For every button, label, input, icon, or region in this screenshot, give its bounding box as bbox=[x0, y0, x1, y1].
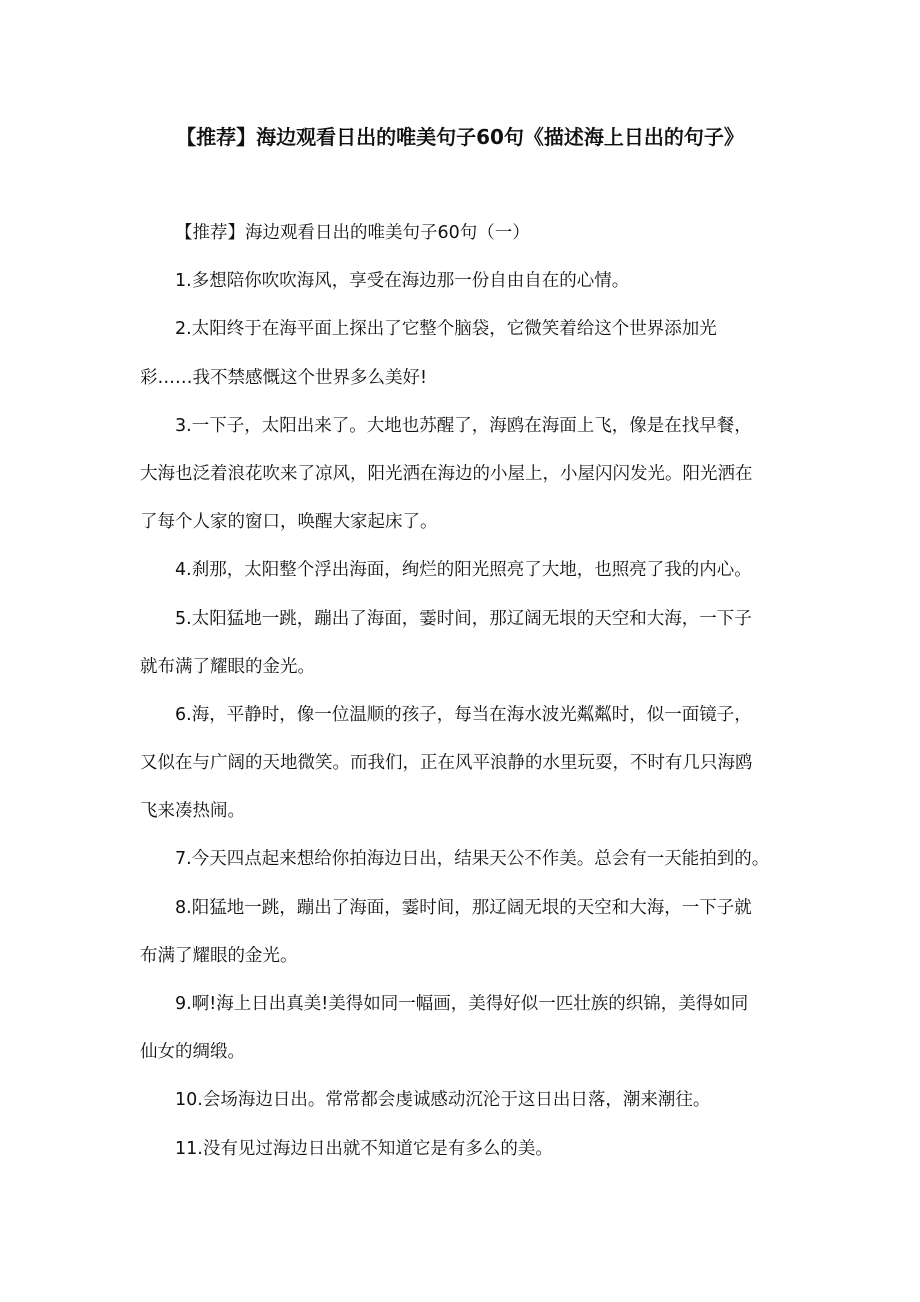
document-body bbox=[140, 218, 790, 1182]
paragraph-line: 1.多想陪你吹吹海风，享受在海边那一份自由自在的心情。 bbox=[175, 271, 630, 292]
paragraph bbox=[140, 1085, 790, 1133]
paragraph-line: 5.太阳猛地一跳，蹦出了海面，霎时间，那辽阔无垠的天空和大海，一下子 bbox=[175, 608, 752, 629]
paragraph bbox=[140, 555, 790, 603]
paragraph bbox=[140, 844, 790, 892]
paragraph bbox=[140, 989, 790, 1085]
paragraph-line: 9.啊!海上日出真美!美得如同一幅画，美得好似一匹壮族的织锦，美得如同 bbox=[175, 994, 749, 1014]
paragraph bbox=[140, 893, 790, 989]
paragraph-line: 2.太阳终于在海平面上探出了它整个脑袋，它微笑着给这个世界添加光 bbox=[175, 319, 717, 340]
paragraph bbox=[140, 314, 790, 410]
paragraph-line: 又似在与广阔的天地微笑。而我们，正在风平浪静的水里玩耍，不时有几只海鸥 bbox=[140, 753, 753, 774]
paragraph-line: 布满了耀眼的金光。 bbox=[140, 945, 298, 966]
paragraph-line: 仙女的绸缎。 bbox=[140, 1042, 245, 1063]
paragraph bbox=[140, 411, 790, 556]
paragraph-line: 大海也泛着浪花吹来了凉风，阳光洒在海边的小屋上，小屋闪闪发光。阳光洒在 bbox=[140, 463, 753, 484]
paragraph-line: 彩……我不禁感慨这个世界多么美好! bbox=[140, 367, 428, 388]
paragraph bbox=[140, 700, 790, 845]
paragraph-line: 4.刹那，太阳整个浮出海面，绚烂的阳光照亮了大地，也照亮了我的内心。 bbox=[175, 560, 752, 581]
document-title: 【推荐】海边观看日出的唯美句子60句《描述海上日出的句子》 bbox=[176, 125, 744, 149]
paragraph-line: 【推荐】海边观看日出的唯美句子60句（一） bbox=[175, 223, 530, 243]
paragraph-line: 飞来凑热闹。 bbox=[140, 801, 245, 822]
paragraph bbox=[140, 604, 790, 700]
paragraph bbox=[140, 1134, 790, 1182]
paragraph bbox=[140, 218, 790, 266]
paragraph-line: 6.海，平静时，像一位温顺的孩子，每当在海水波光粼粼时，似一面镜子， bbox=[175, 704, 752, 725]
paragraph-line: 7.今天四点起来想给你拍海边日出，结果天公不作美。总会有一天能拍到的。 bbox=[175, 849, 770, 870]
paragraph-line: 11.没有见过海边日出就不知道它是有多么的美。 bbox=[175, 1138, 553, 1159]
paragraph-line: 就布满了耀眼的金光。 bbox=[140, 656, 315, 677]
paragraph-line: 10.会场海边日出。常常都会虔诚感动沉沦于这日出日落，潮来潮往。 bbox=[175, 1090, 711, 1111]
paragraph-line: 8.阳猛地一跳，蹦出了海面，霎时间，那辽阔无垠的天空和大海，一下子就 bbox=[175, 897, 752, 918]
paragraph bbox=[140, 266, 790, 314]
paragraph-line: 了每个人家的窗口，唤醒大家起床了。 bbox=[140, 512, 438, 533]
paragraph-line: 3.一下子，太阳出来了。大地也苏醒了，海鸥在海面上飞，像是在找早餐， bbox=[175, 415, 752, 436]
